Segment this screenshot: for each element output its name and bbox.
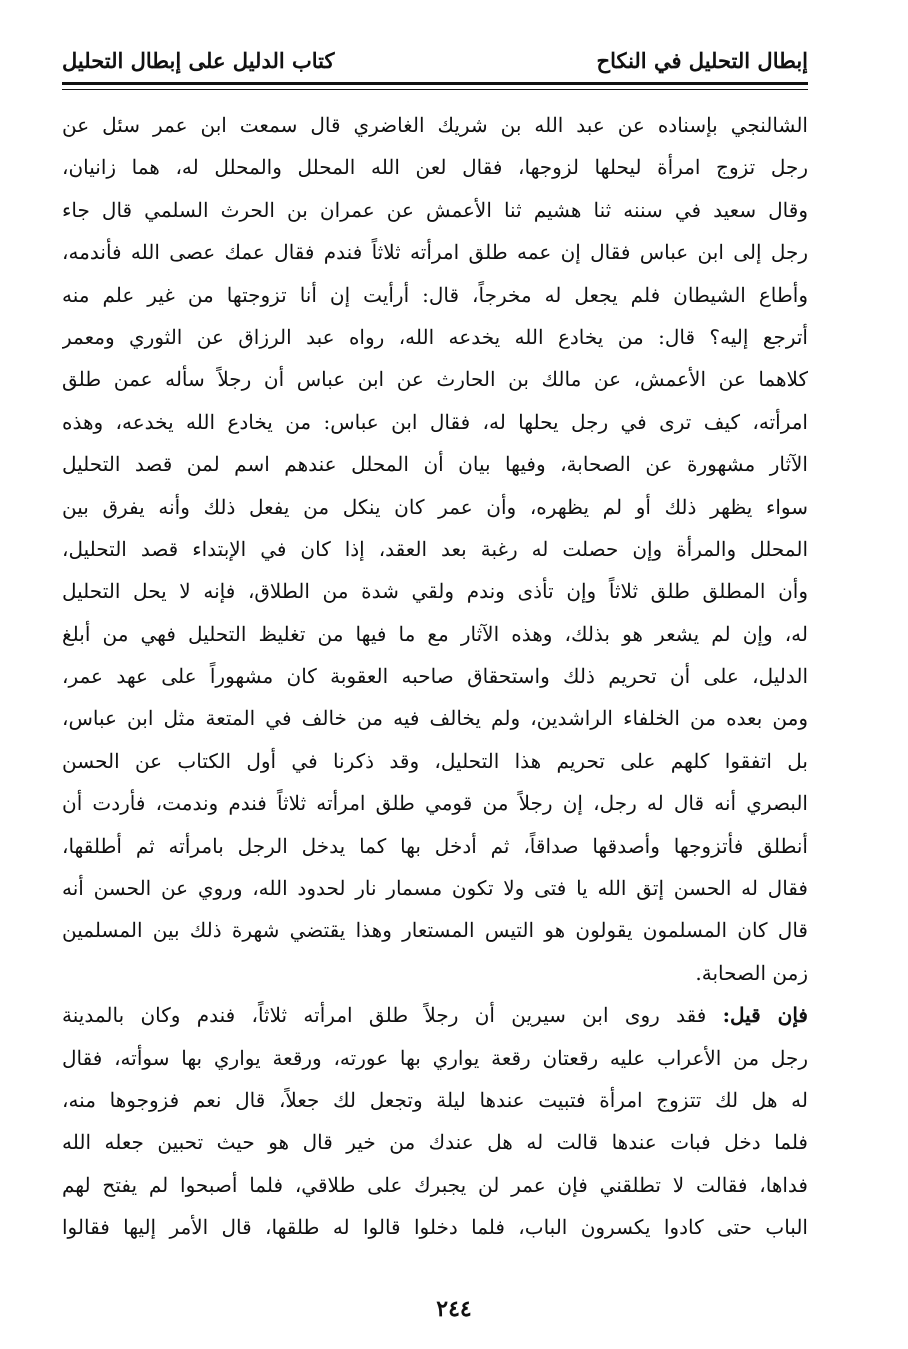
text-line: أنطلق فأتزوجها وأصدقها صداقاً، ثم أدخل بها كما يدخل الرجل بامرأته ثم أطلقها، <box>62 833 808 858</box>
text-line: وقال سعيد في سننه ثنا هشيم ثنا الأعمش عن عمران بن الحرث السلمي قال جاء <box>62 197 808 222</box>
page-body <box>62 104 808 1249</box>
text-line: الدليل، على أن تحريم ذلك واستحقاق صاحبه العقوبة كان مشهوراً على عهد عمر، <box>62 664 808 689</box>
text-line: المحلل والمرأة وإن حصلت له رغبة بعد العقد، إذا كان في الإبتداء قصد التحليل، <box>62 536 808 561</box>
running-header <box>62 44 808 84</box>
text-line: كلاهما عن الأعمش، عن مالك بن الحارث عن ابن عباس أن رجلاً سأله عمن طلق <box>62 367 808 392</box>
text-line: بل اتفقوا كلهم على تحريم هذا التحليل، وقد ذكرنا في أول الكتاب عن الحسن <box>62 748 808 773</box>
text-line: وأن المطلق طلق ثلاثاً وإن تأذى وندم ولقي شدة من الطلاق، فإنه لا يحل التحليل <box>62 579 808 604</box>
text-line: له، وإن لم يشعر هو بذلك، وهذه الآثار مع ما فيها من تغليظ التحليل فهي من أبلغ <box>62 621 808 646</box>
text-line: له هل لك تتزوج امرأة فتبيت عندها ليلة وتجعل لك جعلاً، قال نعم فزوجوها منه، <box>62 1087 808 1112</box>
text-line: فداها، فقالت لا تطلقني فإن عمر لن يجبرك على طلاقي، فلما أصبحوا لم يفتح لهم <box>62 1172 808 1197</box>
objection-lead: فإن قيل: <box>722 1003 808 1028</box>
text-line-rest: فقد روى ابن سيرين أن رجلاً طلق امرأته ثلاثاً، فندم وكان بالمدينة <box>62 1003 707 1028</box>
page-number: ٢٤٤ <box>436 1296 472 1322</box>
text-line: فلما دخل فبات عندها قالت له هل عندك من خير قال هو حيث تحبين جعله الله <box>62 1130 808 1155</box>
paragraph-2 <box>62 994 808 1248</box>
text-line: ومن بعده من الخلفاء الراشدين، ولم يخالف فيه من خالف في المتعة مثل ابن عباس، <box>62 706 808 731</box>
book-title: كتاب الدليل على إبطال التحليل <box>62 48 335 73</box>
text-line: أترجع إليه؟ قال: من يخادع الله يخدعه الله، رواه عبد الرزاق عن الثوري ومعمر <box>62 324 808 349</box>
text-line: وأطاع الشيطان فلم يجعل له مخرجاً، قال: أرأيت إن أنا تزوجتها من غير علم منه <box>62 282 808 307</box>
text-line: الآثار مشهورة عن الصحابة، وفيها بيان أن المحلل عندهم اسم لمن قصد التحليل <box>62 452 808 477</box>
paragraph-1 <box>62 104 808 994</box>
text-line: البصري أنه قال له رجل، إن رجلاً من قومي طلق امرأته ثلاثاً فندم وندمت، فأردت أن <box>62 791 808 816</box>
text-line: الشالنجي بإسناده عن عبد الله بن شريك الغاضري قال سمعت ابن عمر سئل عن <box>62 113 808 137</box>
header-rule-thin <box>62 89 808 90</box>
text-line <box>62 994 808 1036</box>
text-line: الباب حتى كادوا يكسرون الباب، فلما دخلوا قالوا له طلقها، قال الأمر إليها فقالوا <box>62 1215 808 1240</box>
text-line: رجل تزوج امرأة ليحلها لزوجها، فقال لعن الله المحلل والمحلل له، هما زانيان، <box>62 155 808 180</box>
text-line: امرأته، كيف ترى في رجل يحلها له، فقال ابن عباس: من يخادع الله يخدعه، وهذه <box>62 409 808 434</box>
text-line: رجل من الأعراب عليه رقعتان رقعة يواري بها عورته، ورقعة يواري بها سوأته، فقال <box>62 1045 808 1070</box>
text-line: رجل إلى ابن عباس فقال إن عمه طلق امرأته ثلاثاً فندم فقال عمك عصى الله فأندمه، <box>62 240 808 265</box>
text-line: زمن الصحابة. <box>695 960 808 985</box>
text-line: سواء يظهر ذلك أو لم يظهره، وأن عمر كان ينكل من يفعل ذلك وأنه يفرق بين <box>62 494 808 519</box>
text-line: قال كان المسلمون يقولون هو التيس المستعار وهذا يقتضي شهرة ذلك بين المسلمين <box>62 918 808 943</box>
header-rule-thick <box>62 82 808 85</box>
chapter-title: إبطال التحليل في النكاح <box>596 48 808 73</box>
text-line: فقال له الحسن إتق الله يا فتى ولا تكون مسمار نار لحدود الله، وروي عن الحسن أنه <box>62 876 808 901</box>
